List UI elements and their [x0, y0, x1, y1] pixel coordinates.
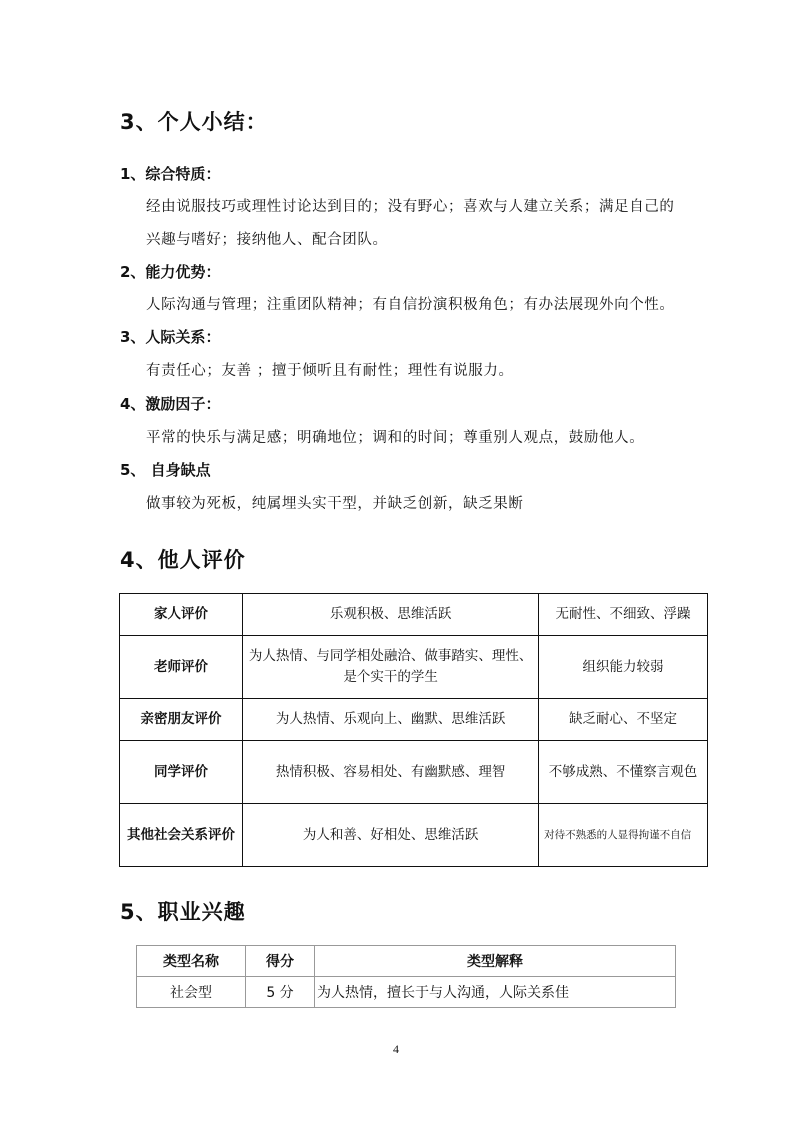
eval-cons: 不够成熟、不懂察言观色	[539, 741, 708, 804]
table-row	[120, 699, 708, 741]
summary-item-line: 平常的快乐与满足感；明确地位；调和的时间；尊重别人观点，鼓励他人。	[146, 430, 645, 446]
column-header: 类型解释	[315, 946, 676, 977]
summary-item-title: 2、能力优势：	[120, 263, 221, 281]
summary-item-title: 5、 自身缺点	[120, 461, 211, 479]
table-row	[120, 636, 708, 699]
eval-who: 亲密朋友评价	[120, 699, 243, 741]
eval-pros: 为人热情、与同学相处融洽、做事踏实、理性、是个实干的学生	[243, 636, 539, 699]
section-heading-career: 5、职业兴趣	[120, 900, 246, 924]
summary-item-line: 兴趣与嗜好；接纳他人、配合团队。	[146, 232, 388, 248]
career-table	[136, 945, 676, 1008]
eval-pros: 为人和善、好相处、思维活跃	[243, 804, 539, 867]
table-row	[120, 804, 708, 867]
eval-cons: 对待不熟悉的人显得拘谨不自信	[539, 804, 708, 867]
page-number: 4	[393, 1042, 399, 1056]
career-score: 5 分	[246, 977, 315, 1008]
summary-item-title: 3、人际关系：	[120, 328, 221, 346]
eval-who: 家人评价	[120, 594, 243, 636]
eval-pros: 为人热情、乐观向上、幽默、思维活跃	[243, 699, 539, 741]
table-header-row	[137, 946, 676, 977]
summary-item-title: 4、激励因子：	[120, 395, 221, 413]
career-desc: 为人热情，擅长于与人沟通，人际关系佳	[315, 977, 676, 1008]
eval-pros: 热情积极、容易相处、有幽默感、理智	[243, 741, 539, 804]
table-row	[120, 594, 708, 636]
table-row	[120, 741, 708, 804]
summary-item-title: 1、综合特质：	[120, 165, 221, 183]
eval-who: 同学评价	[120, 741, 243, 804]
eval-cons: 无耐性、不细致、浮躁	[539, 594, 708, 636]
summary-item-line: 人际沟通与管理；注重团队精神；有自信扮演积极角色；有办法展现外向个性。	[146, 297, 675, 313]
eval-pros: 乐观积极、思维活跃	[243, 594, 539, 636]
table-row	[137, 977, 676, 1008]
eval-who: 老师评价	[120, 636, 243, 699]
summary-item-line: 做事较为死板，纯属埋头实干型，并缺乏创新，缺乏果断	[146, 496, 524, 512]
section-heading-summary: 3、个人小结：	[120, 110, 268, 134]
section-heading-evaluation: 4、他人评价	[120, 548, 246, 572]
summary-item-line: 经由说服技巧或理性讨论达到目的；没有野心；喜欢与人建立关系；满足自己的	[146, 199, 675, 215]
column-header: 类型名称	[137, 946, 246, 977]
eval-cons: 缺乏耐心、不坚定	[539, 699, 708, 741]
career-type: 社会型	[137, 977, 246, 1008]
eval-who: 其他社会关系评价	[120, 804, 243, 867]
eval-cons: 组织能力较弱	[539, 636, 708, 699]
evaluation-table	[119, 593, 708, 867]
column-header: 得分	[246, 946, 315, 977]
summary-item-line: 有责任心；友善 ；擅于倾听且有耐性；理性有说服力。	[146, 363, 514, 379]
